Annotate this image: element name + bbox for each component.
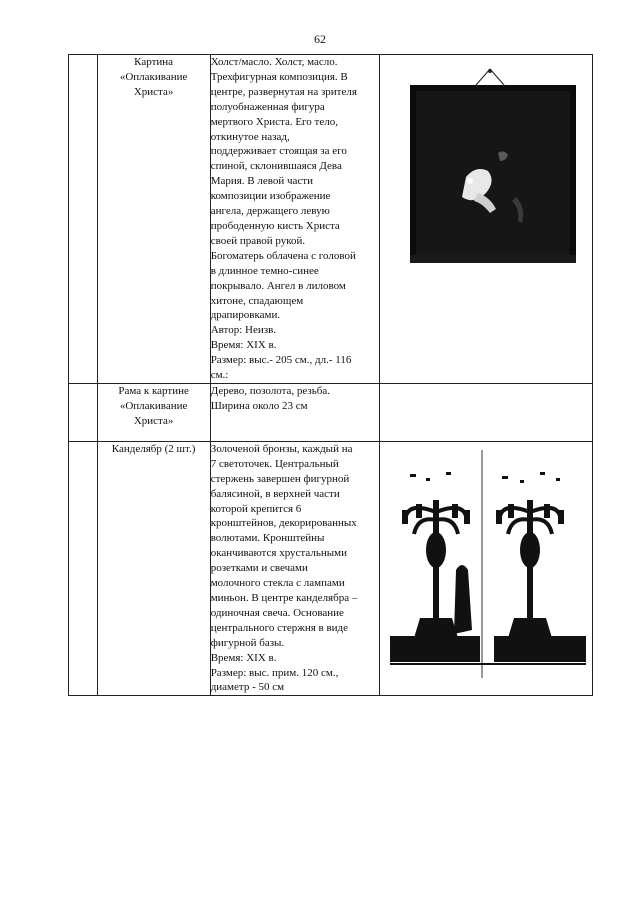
item-name-line: «Оплакивание <box>119 399 188 412</box>
item-description-line: стержень завершен фигурной <box>210 472 350 485</box>
table-row <box>69 441 593 695</box>
item-name-cell <box>97 383 210 441</box>
item-description-line: Время: XIX в. <box>210 339 277 352</box>
item-name-line: Христа» <box>133 414 174 427</box>
item-name-cell <box>97 441 210 695</box>
item-photo-cell <box>379 383 592 441</box>
item-description-cell <box>210 441 379 695</box>
item-description-line: одиночная свеча. Основание <box>210 606 344 619</box>
table-row <box>69 383 593 441</box>
item-description-line: балясиной, в верхней части <box>210 487 340 500</box>
item-description-line: Размер: выс.- 205 см., дл.- 116 <box>210 354 352 367</box>
page-number: 62 <box>314 32 326 46</box>
item-description-line: Размер: выс. прим. 120 см., <box>210 666 339 679</box>
candelabra-photo <box>390 450 586 678</box>
item-description-line: Время: XIX в. <box>210 651 277 664</box>
item-description-line: Богоматерь облачена с головой <box>210 249 356 262</box>
item-description-line: драпировками. <box>210 309 281 322</box>
table-row <box>69 55 593 384</box>
item-name-line: Канделябр (2 шт.) <box>111 442 196 455</box>
item-description-line: спиной, склонившаяся Дева <box>210 160 342 173</box>
item-description-line: розетками и свечами <box>210 562 308 575</box>
item-name-line: Христа» <box>133 85 174 98</box>
item-description-line: откинутое назад, <box>210 130 290 143</box>
item-name-line: «Оплакивание <box>119 70 188 83</box>
item-description-line: композиции изображение <box>210 190 331 203</box>
item-description-line: в длинное темно-синее <box>210 264 319 277</box>
painting-photo <box>406 67 586 267</box>
item-description-line: хитоне, спадающем <box>210 294 304 307</box>
row-number-cell <box>69 383 98 441</box>
inventory-table <box>68 54 593 696</box>
item-description-line: миньон. В центре канделябра – <box>210 592 358 604</box>
item-description-line: которой крепится 6 <box>210 502 302 515</box>
item-description-line: диаметр - 50 см <box>210 681 285 694</box>
item-description-line: Холст/масло. Холст, масло. <box>210 56 338 68</box>
item-description-line: фигурной базы. <box>210 636 285 649</box>
item-name-cell <box>97 55 210 384</box>
item-description-line: поддерживает стоящая за его <box>210 145 347 158</box>
item-description-line: оканчиваются хрустальными <box>210 547 347 560</box>
item-description-line: волютами. Кронштейны <box>210 532 325 545</box>
item-photo-cell <box>379 55 592 384</box>
item-photo-cell <box>379 441 592 695</box>
item-name-line: Рама к картине <box>118 384 189 397</box>
item-description-line: Автор: Неизв. <box>210 324 277 337</box>
item-description-line: своей правой рукой. <box>210 234 306 247</box>
item-description-line: 7 светоточек. Центральный <box>210 457 339 470</box>
item-description-line: Трехфигурная композиция. В <box>210 70 348 83</box>
item-description-cell <box>210 55 379 384</box>
item-description-line: кронштейнов, декорированных <box>210 517 357 530</box>
item-description-line: полуобнаженная фигура <box>210 100 325 113</box>
item-description-line: Ширина около 23 см <box>210 399 308 412</box>
row-number-cell <box>69 55 98 384</box>
item-description-line: мертвого Христа. Его тело, <box>210 115 338 128</box>
item-description-cell <box>210 383 379 441</box>
item-description-line: Мария. В левой части <box>210 175 314 188</box>
item-description-line: центре, развернутая на зрителя <box>210 85 357 98</box>
item-description-line: Дерево, позолота, резьба. <box>210 384 331 397</box>
item-description-line: Золоченой бронзы, каждый на <box>210 442 353 455</box>
item-description-line: см.: <box>210 369 229 382</box>
item-description-line: ангела, держащего левую <box>210 205 330 218</box>
item-description-line: прободенную кисть Христа <box>210 219 340 232</box>
item-description-line: покрывало. Ангел в лиловом <box>210 279 346 292</box>
item-name-line: Картина <box>134 56 174 68</box>
item-description-line: молочного стекла с лампами <box>210 577 345 590</box>
item-description-line: центрального стержня в виде <box>210 621 349 634</box>
row-number-cell <box>69 441 98 695</box>
